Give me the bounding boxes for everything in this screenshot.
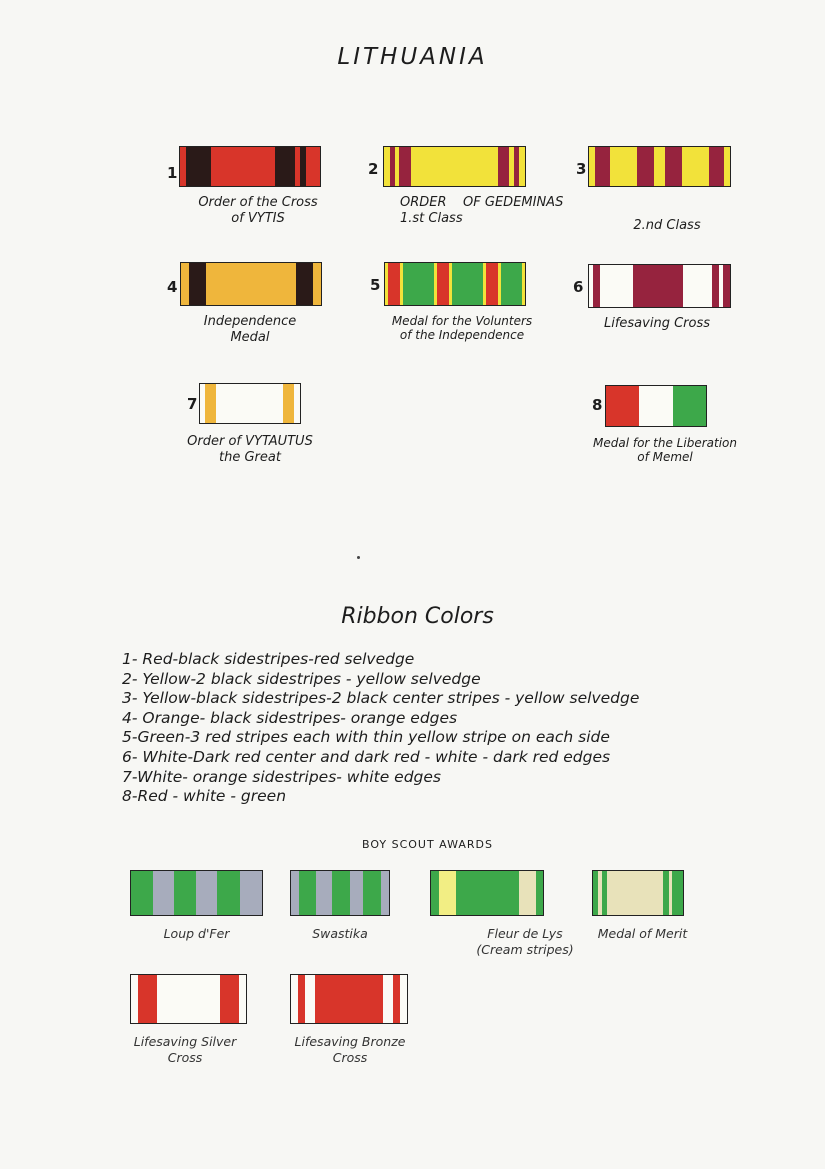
medal-caption: 2.nd Class — [633, 218, 701, 233]
ribbon-swastika — [290, 870, 390, 916]
award-caption: Swastika — [312, 926, 368, 941]
boy-scout-heading: BOY SCOUT AWARDS — [361, 838, 494, 851]
medal-number: 5 — [370, 276, 381, 294]
ribbon-order-of-gediminas-1st — [383, 146, 526, 187]
award-caption: Lifesaving Silver Cross — [133, 1034, 237, 1065]
color-line: 3- Yellow-black sidestripes-2 black center stripes - yellow selvedge — [122, 689, 640, 708]
color-line: 2- Yellow-2 black sidestripes - yellow selvedge — [122, 669, 481, 688]
award-caption: Fleur de Lys (Cream stripes) — [476, 926, 574, 957]
page-title: LITHUANIA — [337, 44, 488, 70]
award-caption: Lifesaving Bronze Cross — [294, 1034, 406, 1065]
award-caption: Loup d'Fer — [163, 926, 230, 941]
ribbon-medal-of-merit — [592, 870, 684, 916]
medal-caption: Order of the Cross of VYTIS — [198, 195, 318, 226]
color-line: 7-White- orange sidestripes- white edges — [122, 767, 441, 786]
medal-caption: Lifesaving Cross — [603, 316, 711, 331]
medal-number: 6 — [573, 278, 584, 296]
medal-number: 4 — [167, 278, 178, 296]
medal-caption: Order of VYTAUTUS the Great — [187, 434, 313, 465]
ribbon-order-of-vytis — [179, 146, 321, 187]
award-caption: Medal of Merit — [597, 926, 688, 941]
ribbon-colors-heading: Ribbon Colors — [341, 604, 494, 629]
medal-number: 8 — [592, 396, 603, 414]
ribbon-lifesaving-cross — [588, 264, 731, 308]
medal-caption: Independence Medal — [203, 314, 297, 345]
ribbon-order-of-gediminas-2nd — [588, 146, 731, 187]
ribbon-lifesaving-bronze-cross — [290, 974, 408, 1024]
color-line: 4- Orange- black sidestripes- orange edges — [122, 708, 458, 727]
medal-number: 2 — [368, 160, 379, 178]
medal-number: 1 — [167, 164, 178, 182]
medal-caption: Medal for the Volunters of the Independence — [391, 314, 533, 342]
ink-dot — [357, 556, 360, 559]
ribbon-loup-d-fer — [130, 870, 263, 916]
medal-number: 7 — [187, 395, 198, 413]
ribbon-order-of-vytautas — [199, 383, 301, 424]
color-line: 6- White-Dark red center and dark red - white - dark red edges — [122, 747, 611, 766]
color-line: 8-Red - white - green — [122, 787, 287, 806]
ribbon-lifesaving-silver-cross — [130, 974, 247, 1024]
ribbon-colors-list — [122, 650, 639, 807]
color-line: 1- Red-black sidestripes-red selvedge — [122, 650, 415, 668]
medal-caption: Medal for the Liberation of Memel — [593, 436, 737, 464]
color-line: 5-Green-3 red stripes each with thin yellow stripe on each side — [122, 728, 610, 747]
ribbon-independence-medal — [180, 262, 322, 306]
medal-number: 3 — [576, 160, 587, 178]
medal-caption: ORDER OF GEDEMINAS 1.st Class — [400, 195, 564, 226]
ribbon-fleur-de-lys — [430, 870, 544, 916]
ribbon-liberation-of-memel — [605, 385, 707, 427]
ribbon-volunteers-medal — [384, 262, 526, 306]
